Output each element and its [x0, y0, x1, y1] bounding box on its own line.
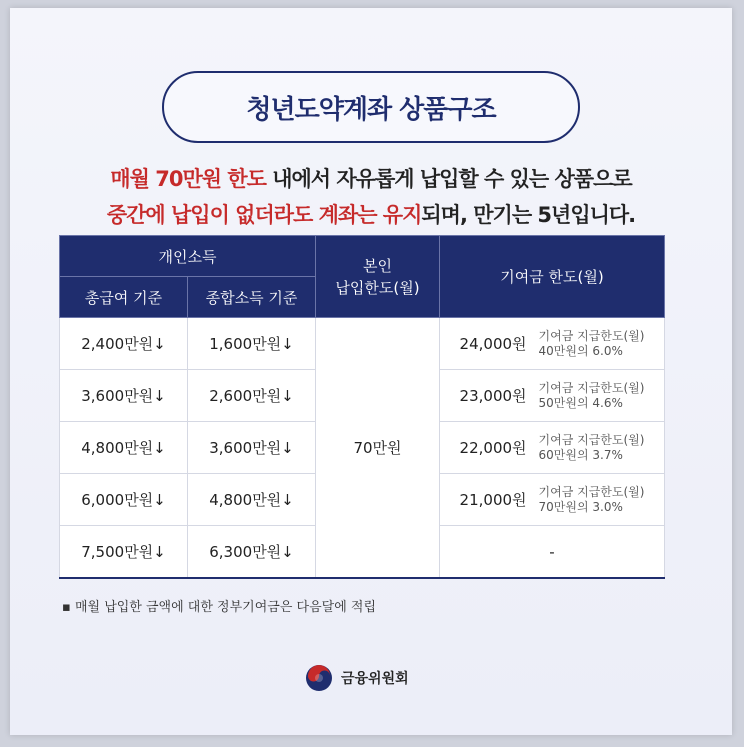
income-cell: 3,600만원↓ — [188, 422, 316, 474]
header-contribution-limit: 기여금 한도(월) — [440, 236, 665, 318]
salary-cell: 4,800만원↓ — [60, 422, 188, 474]
contribution-cell-empty: - — [440, 526, 665, 579]
contribution-note — [539, 381, 645, 411]
header-self-limit — [316, 236, 440, 318]
headline-line1 — [10, 163, 732, 193]
header-income-group: 개인소득 — [60, 236, 316, 277]
contribution-note-line1: 기여금 지급한도(월) — [538, 432, 645, 447]
header-self-limit-line1: 본인 — [363, 256, 392, 275]
header-self-limit-line2: 납입한도(월) — [335, 278, 420, 297]
contribution-cell — [440, 474, 665, 526]
header-salary-basis: 총급여 기준 — [60, 277, 188, 318]
contribution-note-line2: 50만원의 4.6% — [538, 395, 623, 410]
income-cell: 6,300만원↓ — [188, 526, 316, 579]
contribution-cell — [440, 370, 665, 422]
contribution-note-line2: 70만원의 3.0% — [538, 499, 623, 514]
contribution-amount: 24,000원 — [459, 335, 527, 353]
page-title: 청년도약계좌 상품구조 — [246, 94, 496, 125]
contribution-cell — [440, 422, 665, 474]
table-row — [60, 318, 665, 370]
income-cell: 2,600만원↓ — [188, 370, 316, 422]
headline-line2 — [10, 199, 732, 229]
logo-text: 금융위원회 — [341, 671, 409, 687]
salary-cell: 3,600만원↓ — [60, 370, 188, 422]
contribution-amount: 21,000원 — [459, 491, 527, 509]
contribution-amount: 23,000원 — [459, 387, 527, 405]
contribution-note-line1: 기여금 지급한도(월) — [538, 484, 645, 499]
contribution-note — [539, 485, 645, 515]
footnote: ▪ 매월 납입한 금액에 대한 정부기여금은 다음달에 적립 — [62, 600, 377, 615]
taegeuk-logo-icon — [305, 664, 333, 692]
product-table — [59, 235, 665, 579]
contribution-amount: 22,000원 — [459, 439, 527, 457]
contribution-note — [539, 329, 645, 359]
title-pill — [162, 71, 580, 143]
income-cell: 4,800만원↓ — [188, 474, 316, 526]
contribution-cell — [440, 318, 665, 370]
income-cell: 1,600만원↓ — [188, 318, 316, 370]
logo — [305, 664, 409, 692]
self-limit-value: 70만원 — [316, 318, 440, 579]
headline-line1-text: 내에서 자유롭게 납입할 수 있는 상품으로 — [265, 167, 632, 191]
headline-line2-highlight: 중간에 납입이 없더라도 계좌는 유지 — [106, 203, 422, 227]
contribution-note-line1: 기여금 지급한도(월) — [538, 380, 645, 395]
contribution-note-line2: 60만원의 3.7% — [538, 447, 623, 462]
headline-line2-text: 되며, 만기는 5년입니다. — [421, 203, 636, 227]
contribution-note-line1: 기여금 지급한도(월) — [538, 328, 645, 343]
header-income-basis: 종합소득 기준 — [188, 277, 316, 318]
contribution-note-line2: 40만원의 6.0% — [538, 343, 623, 358]
headline-line1-highlight: 매월 70만원 한도 — [110, 167, 266, 191]
salary-cell: 2,400만원↓ — [60, 318, 188, 370]
contribution-note — [539, 433, 645, 463]
salary-cell: 6,000만원↓ — [60, 474, 188, 526]
salary-cell: 7,500만원↓ — [60, 526, 188, 579]
